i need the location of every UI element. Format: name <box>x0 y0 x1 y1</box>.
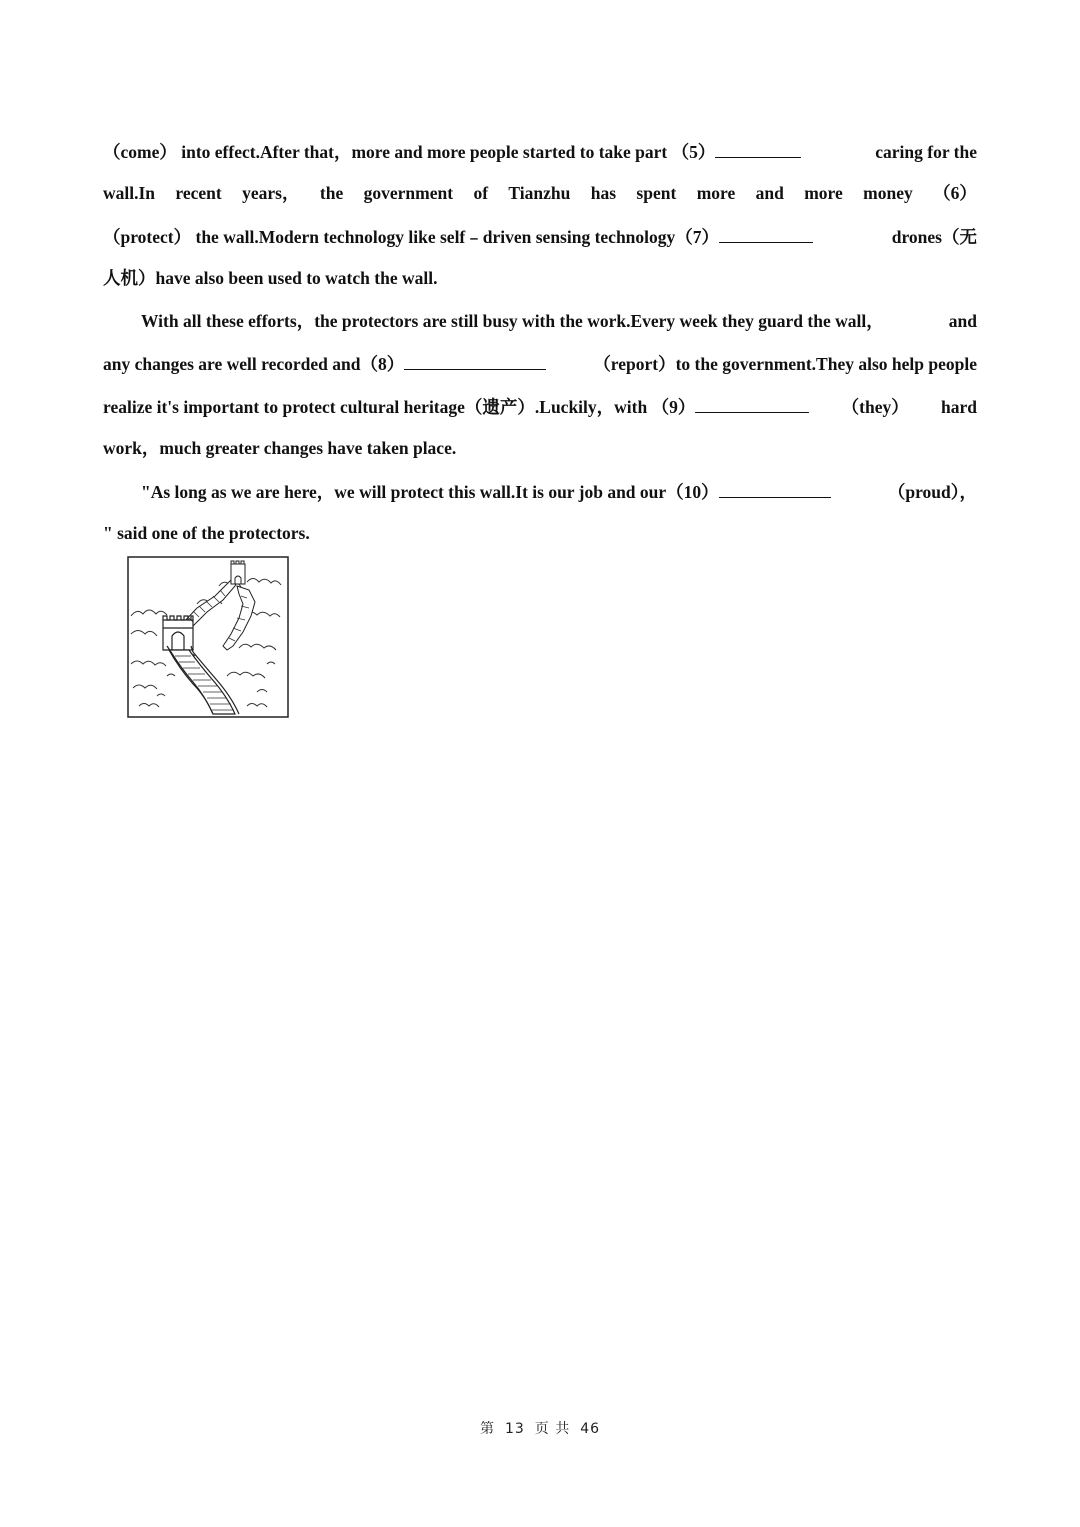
line-1-text-b: caring for the <box>875 142 977 162</box>
line-2-word: government <box>363 183 454 203</box>
line-2-word: years， <box>242 183 300 203</box>
passage-line-7-text <box>103 394 809 419</box>
line-6-text-b: （report）to the government.They also help people <box>593 354 977 374</box>
line-2-word: spent <box>636 183 677 203</box>
blank-5[interactable] <box>715 139 801 158</box>
passage-line-8: work，much greater changes have taken place. <box>103 438 457 458</box>
footer-prefix: 第 <box>479 1421 495 1437</box>
passage-line-5 <box>141 309 977 333</box>
passage-line-9-text <box>141 479 831 504</box>
line-7-text-b: （they） <box>841 397 909 417</box>
line-2-word: money <box>863 183 913 203</box>
line-6-text-a: any changes are well recorded and（8） <box>103 354 405 374</box>
line-9-text-b: （proud）， <box>887 482 977 502</box>
passage-line-10: " said one of the protectors. <box>103 523 310 543</box>
passage-line-6-text <box>103 351 546 376</box>
line-9-text-a: "As long as we are here，we will protect this wall.It is our job and our（10） <box>141 482 719 502</box>
passage-line-3 <box>103 224 977 249</box>
blank-9[interactable] <box>695 394 809 413</box>
passage-line-6 <box>103 351 977 376</box>
line-2-word: Tianzhu <box>508 183 571 203</box>
line-5-text-b: and <box>948 311 977 331</box>
line-2-word: more <box>804 183 843 203</box>
blank-7[interactable] <box>719 224 813 243</box>
line-2-word: recent <box>175 183 222 203</box>
line-3-text-a: （protect） the wall.Modern technology like self﹣driven sensing technology（7） <box>103 227 720 247</box>
line-2-word: has <box>590 183 617 203</box>
blank-8[interactable] <box>404 351 546 370</box>
total-page-number: 46 <box>580 1421 601 1437</box>
passage-line-9 <box>141 479 977 504</box>
line-2-word: wall.In <box>103 183 156 203</box>
line-2-word: the <box>319 183 344 203</box>
line-2-word: of <box>473 183 489 203</box>
passage-line-1-text <box>103 139 801 164</box>
line-1-text-a: （come） into effect.After that，more and more people started to take part （5） <box>103 142 716 162</box>
passage-line-1 <box>103 139 977 164</box>
line-7-text-c: hard <box>941 397 977 417</box>
line-3-text-b: drones（无 <box>891 227 977 247</box>
blank-10[interactable] <box>719 479 831 498</box>
current-page-number: 13 <box>504 1421 525 1437</box>
line-2-word: more <box>696 183 736 203</box>
passage-line-3-text <box>103 224 813 249</box>
passage-line-4: 人机）have also been used to watch the wall. <box>103 268 438 288</box>
page-number-footer <box>0 1418 1080 1438</box>
passage-line-7 <box>103 394 977 419</box>
footer-middle: 页 共 <box>534 1421 571 1437</box>
line-2-word: （6） <box>933 183 977 203</box>
line-5-text-a: With all these efforts，the protectors are still busy with the work.Every week they guard the wall， <box>141 311 884 331</box>
line-7-text-a: realize it's important to protect cultural heritage（遗产）.Luckily，with （9） <box>103 397 696 417</box>
great-wall-illustration <box>127 556 289 718</box>
line-2-word: and <box>755 183 784 203</box>
passage-line-2 <box>103 181 977 205</box>
